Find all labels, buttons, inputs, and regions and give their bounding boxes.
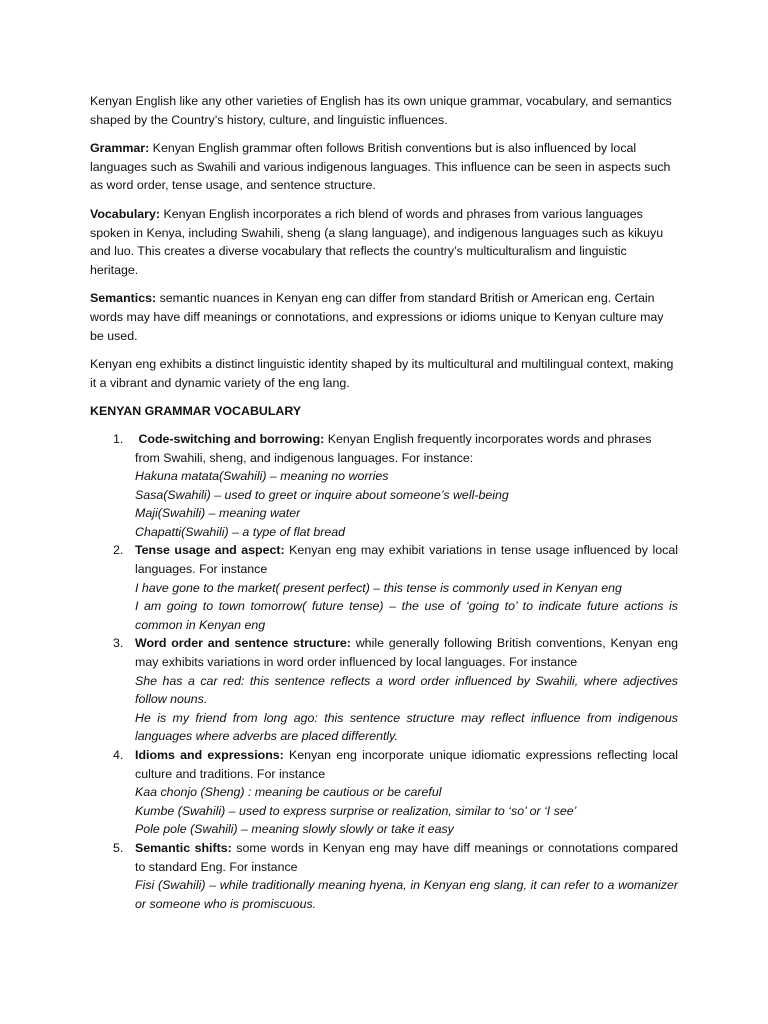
list-item-label: Tense usage and aspect:: [135, 543, 285, 558]
list-item-text: Kenyan eng incorporate unique idiomatic expressions reflecting local culture and traditions. For instance: [135, 748, 678, 781]
intro-paragraph: Kenyan English like any other varieties of English has its own unique grammar, vocabulary, and semantics shaped by the Country’s history, culture, and linguistic influences.: [90, 94, 672, 127]
list-item: [90, 634, 678, 746]
vocabulary-paragraph: [90, 205, 678, 279]
list-item-label: Idioms and expressions:: [135, 748, 284, 762]
vocabulary-label: Vocabulary:: [90, 206, 161, 221]
list-item-intro: [135, 634, 678, 671]
list-item-example: Fisi (Swahili) – while traditionally meaning hyena, in Kenyan eng slang, it can refer to a womanizer or someone who is promiscuous.: [135, 878, 678, 911]
list-item: [90, 430, 678, 542]
list-item-example: I am going to town tomorrow( future tense) – the use of ‘going to’ to indicate future actions is common in Kenyan eng: [135, 599, 678, 632]
list-item-example: Sasa(Swahili) – used to greet or inquire about someone’s well-being: [135, 487, 509, 502]
list-item-intro: [135, 746, 678, 783]
list-item: [90, 541, 678, 634]
list-item-example: Kaa chonjo (Sheng) : meaning be cautious or be careful: [135, 785, 442, 800]
list-item-example: I have gone to the market( present perfect) – this tense is commonly used in Kenyan eng: [135, 580, 622, 595]
list-item-intro: [135, 541, 678, 578]
semantics-label: Semantics:: [90, 291, 157, 306]
document-page: [90, 92, 678, 913]
list-item: [90, 746, 678, 839]
list-item-example: Maji(Swahili) – meaning water: [135, 506, 301, 521]
list-item-number: 2.: [113, 543, 124, 558]
grammar-text: Kenyan English grammar often follows British conventions but is also influenced by local languages such as Swahili and various indigenous languages. This influence can be seen in aspects such as word order, tense usage, and sentence structure.: [90, 141, 671, 193]
list-item-label: Semantic shifts:: [135, 840, 232, 855]
list-item-text: while generally following British conventions, Kenyan eng may exhibits variations in word order influenced by local languages. For instance: [135, 636, 678, 670]
list-item-label: Word order and sentence structure:: [135, 636, 351, 651]
list-item-label: Code-switching and borrowing:: [138, 431, 325, 446]
grammar-paragraph: [90, 139, 678, 195]
closing-paragraph: Kenyan eng exhibits a distinct linguistic identity shaped by its multicultural and multilingual context, making it a vibrant and dynamic variety of the eng lang.: [90, 357, 674, 390]
grammar-label: Grammar:: [90, 141, 150, 156]
list-item-number: 4.: [113, 748, 124, 762]
list-item-number: 5.: [113, 840, 124, 855]
semantics-paragraph: [90, 289, 678, 345]
list-item-example: He is my friend from long ago: this sentence structure may reflect influence from indigenous languages where adverbs are placed differently.: [135, 710, 678, 744]
section-heading: KENYAN GRAMMAR VOCABULARY: [90, 404, 302, 419]
vocabulary-list: [90, 430, 678, 913]
list-item-example: Pole pole (Swahili) – meaning slowly slowly or take it easy: [135, 822, 454, 837]
list-item-text: Kenyan eng may exhibit variations in tense usage influenced by local languages. For instance: [135, 543, 678, 577]
semantics-text: semantic nuances in Kenyan eng can differ from standard British or American eng. Certain words may have diff meanings or connotations, and expressions or idioms unique to Kenyan culture may be used.: [90, 291, 664, 343]
list-item-example: Kumbe (Swahili) – used to express surprise or realization, similar to ‘so’ or ‘I see’: [135, 803, 577, 818]
list-item-example: She has a car red: this sentence reflects a word order influenced by Swahili, where adjectives follow nouns.: [135, 673, 678, 707]
list-item-example: Chapatti(Swahili) – a type of flat bread: [135, 524, 346, 539]
list-item-number: 3.: [113, 636, 124, 651]
vocabulary-text: Kenyan English incorporates a rich blend of words and phrases from various languages spoken in Kenya, including Swahili, sheng (a slang language), and indigenous languages such as kikuyu and luo. This creates a diverse vocabulary that reflects the country’s multiculturalism and linguistic heritage.: [90, 206, 664, 277]
list-item-text: some words in Kenyan eng may have diff meanings or connotations compared to standard Eng. For instance: [135, 840, 678, 874]
list-item-intro: [135, 430, 678, 467]
list-item: [90, 839, 678, 913]
list-item-text: Kenyan English frequently incorporates words and phrases from Swahili, sheng, and indigenous languages. For instance:: [135, 431, 652, 465]
list-item-number: 1.: [113, 431, 124, 446]
list-item-example: Hakuna matata(Swahili) – meaning no worries: [135, 469, 389, 484]
list-item-intro: [135, 839, 678, 876]
